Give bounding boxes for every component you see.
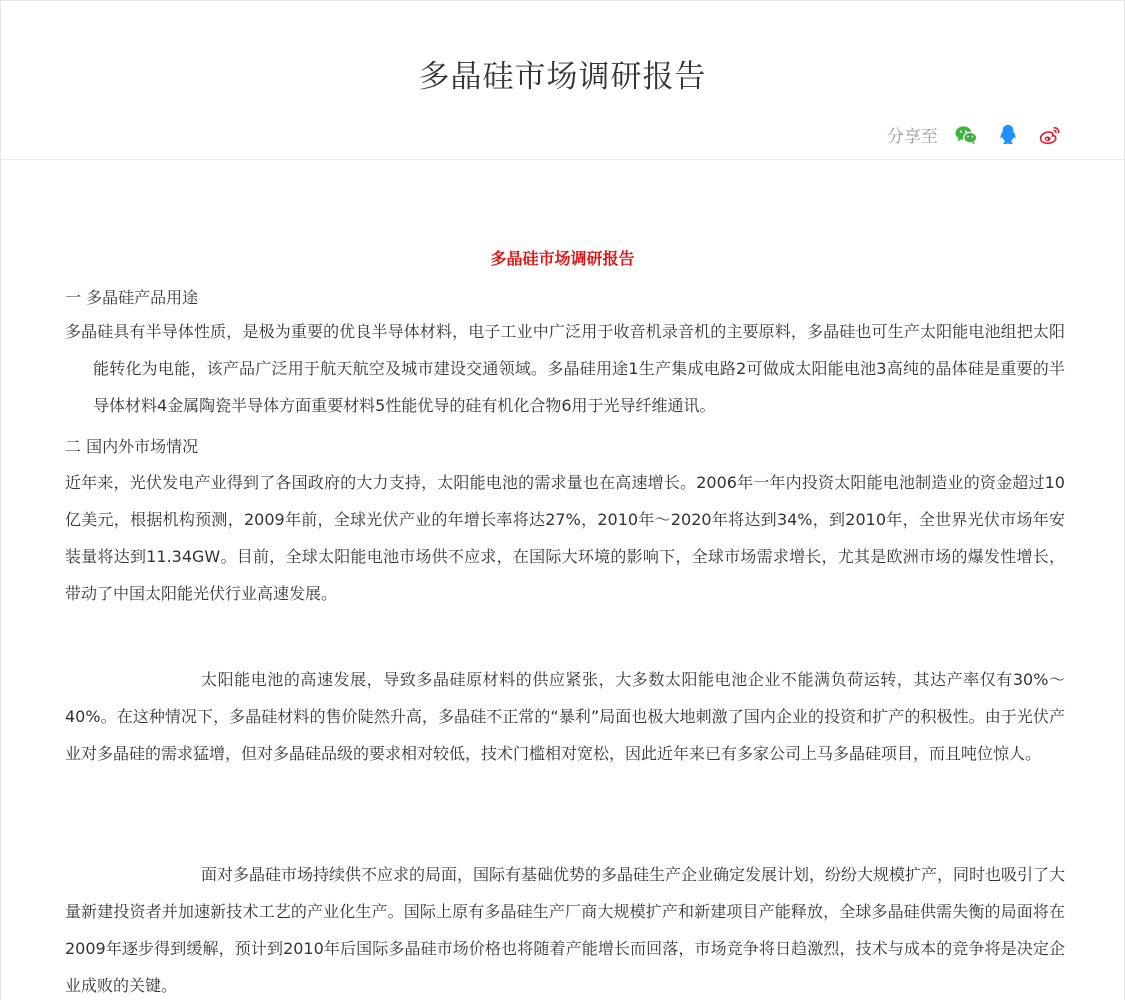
wechat-icon[interactable] [954,123,978,147]
paragraph-supply: 太阳能电池的高速发展，导致多晶硅原材料的供应紧张，大多数太阳能电池企业不能满负荷运转，其达产率仅有30%～40%。在这种情况下，多晶硅材料的售价陡然升高，多晶硅不正常的“暴利”局面也极大地刺激了国内企业的投资和扩产的积极性。由于光伏产业对多晶硅的需求猛增，但对多晶硅品级的要求相对较低，技术门槛相对宽松，因此近年来已有多家公司上马多晶硅项目，而且吨位惊人。 [65,670,1065,763]
document-title: 多晶硅市场调研报告 [490,249,635,268]
paragraph-usage: 多晶硅具有半导体性质，是极为重要的优良半导体材料，电子工业中广泛用于收音机录音机的主要原料，多晶硅也可生产太阳能电池组把太阳能转化为电能，该产品广泛用于航天航空及城市建设交通领域。多晶硅用途1生产集成电路2可做成太阳能电池3高纯的晶体硅是重要的半导体材料4金属陶瓷半导体方面重要材料5性能优导的硅有机化合物6用于光导纤维通讯。 [65,322,1065,415]
page-title: 多晶硅市场调研报告 [418,59,707,95]
article-header [1,1,1124,160]
section-heading-market: 二 国内外市场情况 [65,437,199,456]
paragraph-market: 近年来，光伏发电产业得到了各国政府的大力支持，太阳能电池的需求量也在高速增长。2006年一年内投资太阳能电池制造业的资金超过10亿美元，根据机构预测，2009年前，全球光伏产业的年增长率将达27%，2010年～2020年将达到34%，到2010年，全世界光伏市场年安装量将达到11.34GW。目前，全球太阳能电池市场供不应求，在国际大环境的影响下，全球市场需求增长，尤其是欧洲市场的爆发性增长，带动了中国太阳能光伏行业高速发展。 [65,473,1065,603]
share-bar [887,122,1062,147]
qq-icon[interactable] [996,123,1020,147]
weibo-icon[interactable] [1038,123,1062,147]
paragraph-outlook: 面对多晶硅市场持续供不应求的局面，国际有基础优势的多晶硅生产企业确定发展计划，纷纷大规模扩产，同时也吸引了大量新建投资者并加速新技术工艺的产业化生产。国际上原有多晶硅生产厂商大规模扩产和新建项目产能释放，全球多晶硅供需失衡的局面将在2009年逐步得到缓解，预计到2010年后国际多晶硅市场价格也将随着产能增长而回落，市场竞争将日趋激烈，技术与成本的竞争将是决定企业成败的关键。 [65,865,1066,995]
share-label: 分享至 [887,127,938,147]
section-heading-usage: 一 多晶硅产品用途 [65,288,199,307]
